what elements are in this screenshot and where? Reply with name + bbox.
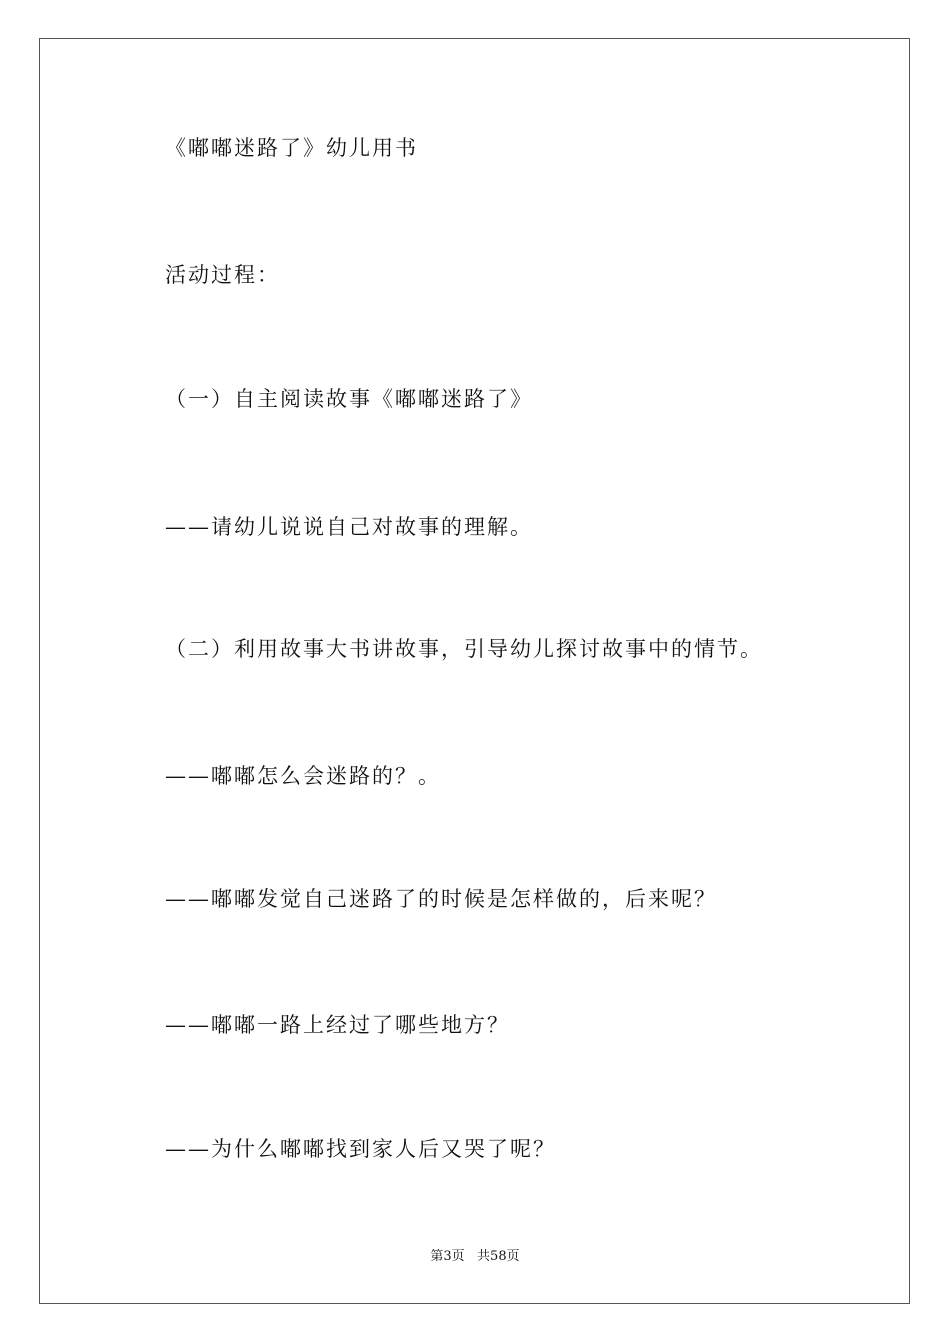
section-heading: 活动过程： — [165, 263, 280, 287]
question-item: ——嘟嘟怎么会迷路的？。 — [165, 764, 441, 788]
page-number: 第3页 共58页 — [430, 1249, 520, 1264]
question-item: ——为什么嘟嘟找到家人后又哭了呢？ — [165, 1137, 556, 1161]
question-item: ——嘟嘟发觉自己迷路了的时候是怎样做的，后来呢？ — [165, 887, 717, 911]
materials-line: 《嘟嘟迷路了》幼儿用书 — [165, 136, 418, 160]
step-one-item: ——请幼儿说说自己对故事的理解。 — [165, 515, 533, 539]
page-border — [39, 38, 910, 1304]
question-item: ——嘟嘟一路上经过了哪些地方？ — [165, 1013, 510, 1037]
step-one-heading: （一）自主阅读故事《嘟嘟迷路了》 — [165, 387, 533, 411]
step-two-heading: （二）利用故事大书讲故事，引导幼儿探讨故事中的情节。 — [165, 637, 763, 661]
